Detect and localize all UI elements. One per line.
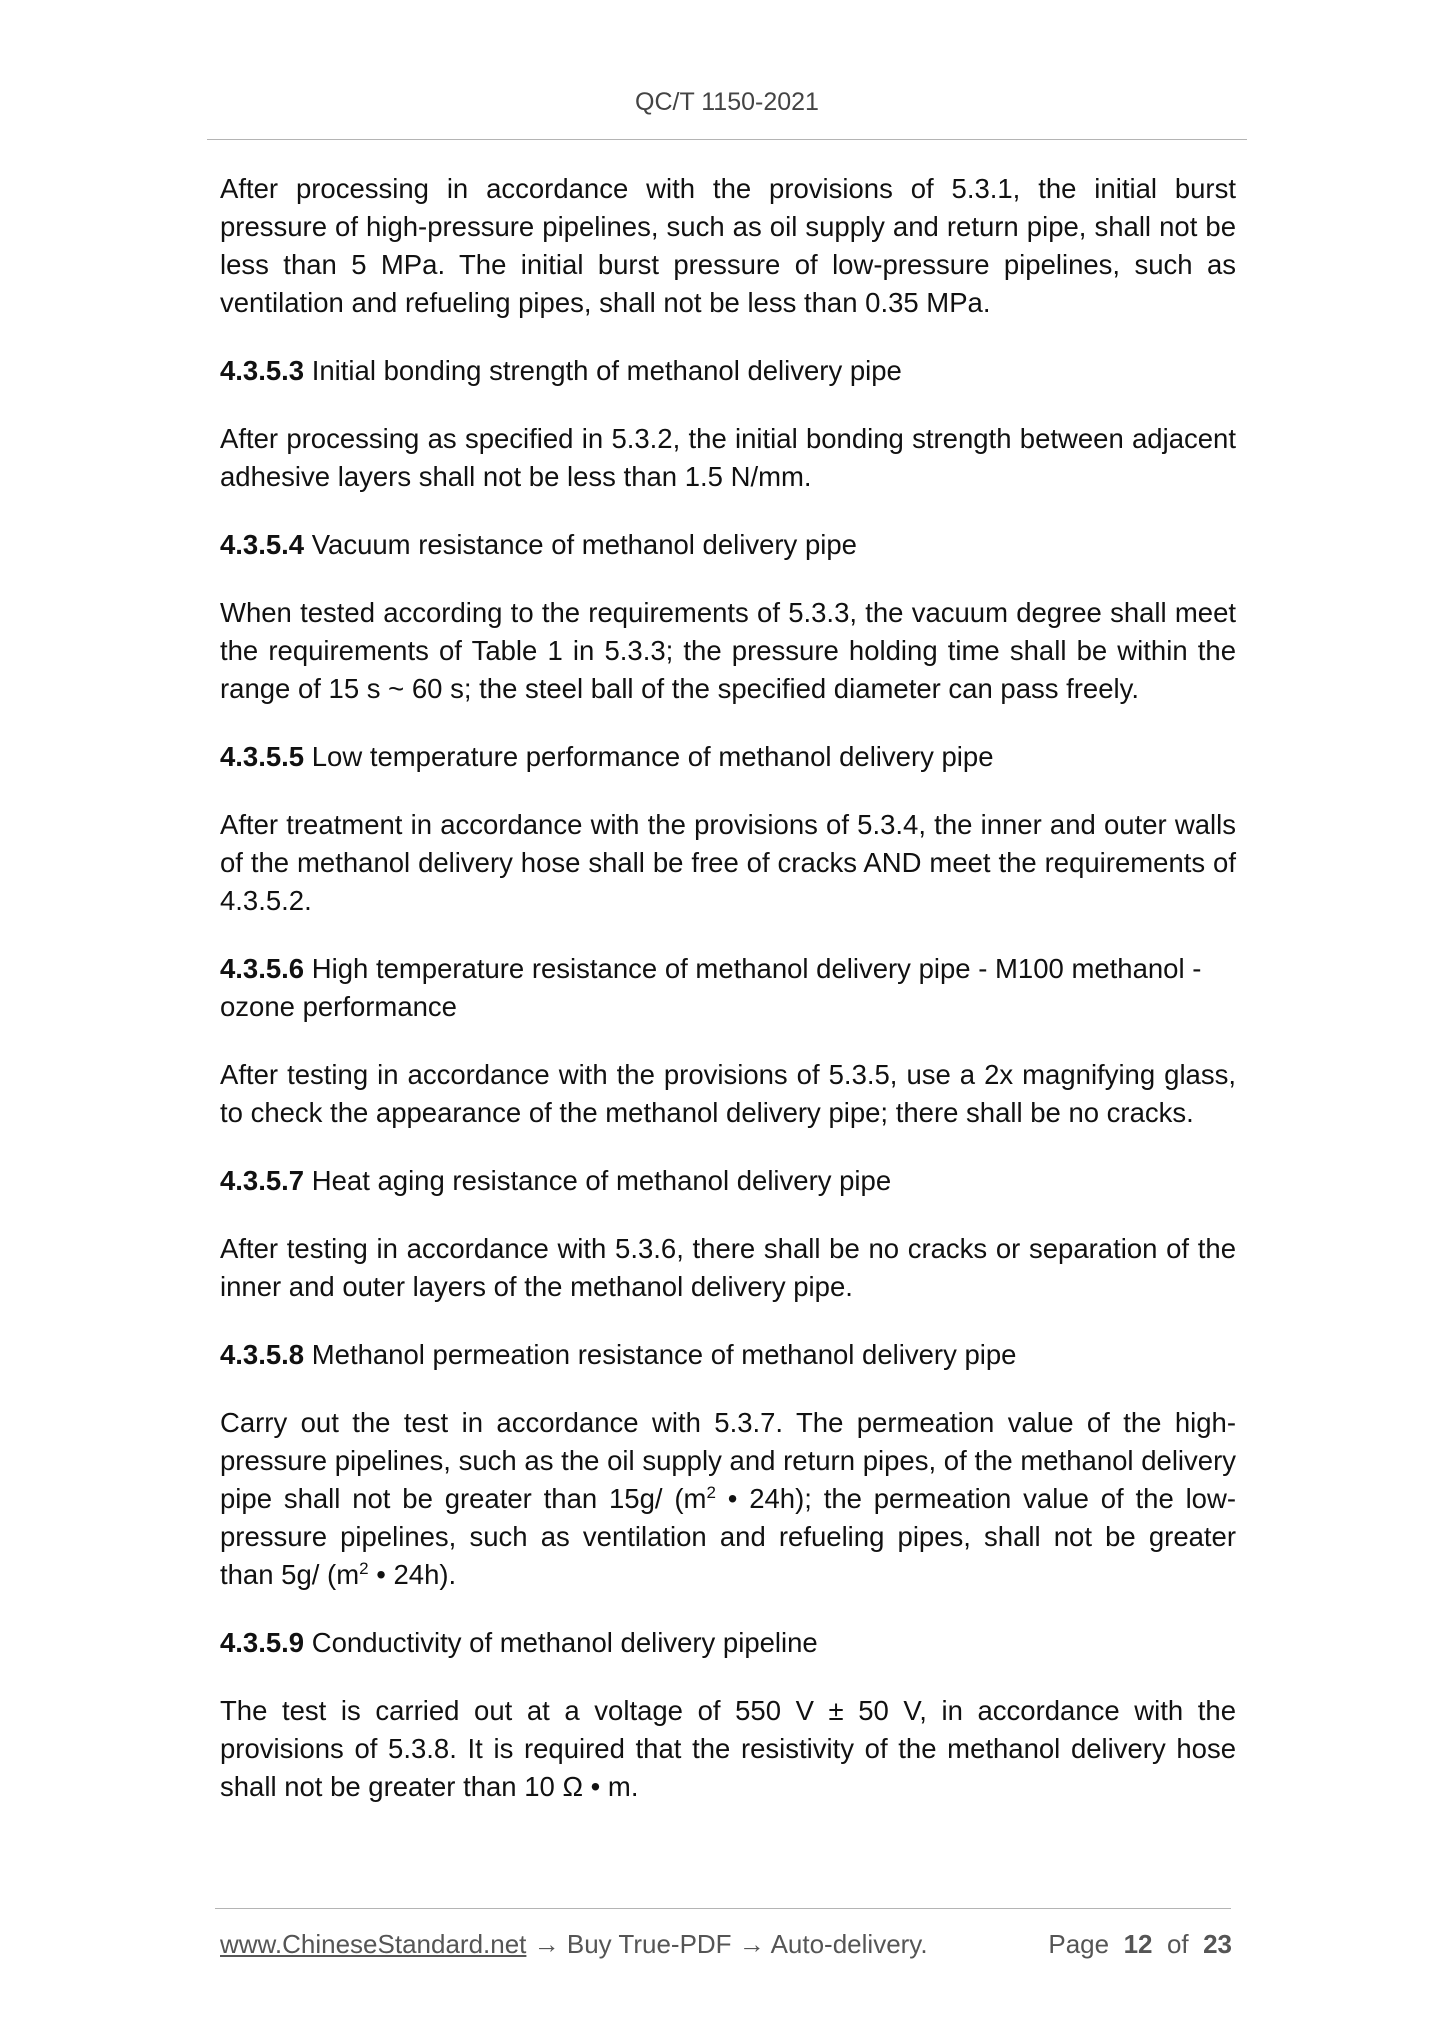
page-footer	[220, 1929, 1232, 1960]
document-body	[220, 170, 1236, 1836]
paragraph-text: • 24h); the permeation value of the low-pressure pipelines, such as ventilation and refueling pipes, shall not be greater than 5g/ (m	[220, 1483, 1236, 1590]
body-paragraph	[220, 1404, 1236, 1594]
section-title: Low temperature performance of methanol delivery pipe	[311, 741, 994, 772]
body-paragraph: The test is carried out at a voltage of 550 V ± 50 V, in accordance with the provisions of 5.3.8. It is required that the resistivity of the methanol delivery hose shall not be greater than 10 Ω • m.	[220, 1695, 1236, 1802]
page-indicator	[1048, 1929, 1232, 1960]
page-total: 23	[1203, 1929, 1232, 1959]
body-paragraph: After testing in accordance with the provisions of 5.3.5, use a 2x magnifying glass, to check the appearance of the methanol delivery pipe; there shall be no cracks.	[220, 1059, 1236, 1128]
section-heading	[220, 526, 1236, 564]
section-title: Methanol permeation resistance of methanol delivery pipe	[311, 1339, 1017, 1370]
superscript: 2	[706, 1482, 716, 1502]
paragraph-text: Carry out the test in accordance with 5.3.7. The permeation value of the high-pressure pipelines, such as the oil supply and return pipes, of the methanol delivery pipe shall not be greater than 15g/ (m	[220, 1407, 1236, 1514]
section-number: 4.3.5.6	[220, 953, 305, 984]
section-heading	[220, 352, 1236, 390]
page-label: Page	[1048, 1929, 1110, 1959]
section-heading	[220, 950, 1236, 1026]
promo-text: → Buy True-PDF → Auto-delivery.	[526, 1929, 928, 1959]
page-number: 12	[1123, 1929, 1153, 1959]
body-paragraph: When tested according to the requirements of 5.3.3, the vacuum degree shall meet the requirements of Table 1 in 5.3.3; the pressure holding time shall be within the range of 15 s ~ 60 s; the steel ball of the specified diameter can pass freely.	[220, 597, 1236, 704]
body-paragraph: After treatment in accordance with the provisions of 5.3.4, the inner and outer walls of the methanol delivery hose shall be free of cracks AND meet the requirements of 4.3.5.2.	[220, 809, 1236, 916]
section-title: Conductivity of methanol delivery pipeline	[311, 1627, 818, 1658]
section-number: 4.3.5.4	[220, 529, 305, 560]
section-heading	[220, 1624, 1236, 1662]
section-title: High temperature resistance of methanol delivery pipe - M100 methanol - ozone performance	[220, 953, 1202, 1022]
section-heading	[220, 1162, 1236, 1200]
body-paragraph: After testing in accordance with 5.3.6, there shall be no cracks or separation of the inner and outer layers of the methanol delivery pipe.	[220, 1233, 1236, 1302]
section-number: 4.3.5.9	[220, 1627, 305, 1658]
superscript: 2	[359, 1558, 369, 1578]
section-number: 4.3.5.8	[220, 1339, 305, 1370]
website-link[interactable]: www.ChineseStandard.net	[220, 1929, 527, 1959]
body-paragraph: After processing as specified in 5.3.2, the initial bonding strength between adjacent adhesive layers shall not be less than 1.5 N/mm.	[220, 423, 1236, 492]
of-label: of	[1166, 1929, 1189, 1959]
section-number: 4.3.5.7	[220, 1165, 305, 1196]
section-title: Vacuum resistance of methanol delivery pipe	[311, 529, 857, 560]
header-divider	[207, 139, 1247, 140]
paragraph-text: • 24h).	[368, 1559, 457, 1590]
section-heading	[220, 738, 1236, 776]
document-header: QC/T 1150-2021	[635, 88, 819, 116]
section-number: 4.3.5.3	[220, 355, 305, 386]
body-paragraph: After processing in accordance with the provisions of 5.3.1, the initial burst pressure of high-pressure pipelines, such as oil supply and return pipe, shall not be less than 5 MPa. The initial burst pressure of low-pressure pipelines, such as ventilation and refueling pipes, shall not be less than 0.35 MPa.	[220, 173, 1236, 318]
footer-divider	[215, 1908, 1231, 1909]
section-number: 4.3.5.5	[220, 741, 305, 772]
section-heading	[220, 1336, 1236, 1374]
section-title: Heat aging resistance of methanol delivery pipe	[311, 1165, 892, 1196]
section-title: Initial bonding strength of methanol delivery pipe	[311, 355, 902, 386]
